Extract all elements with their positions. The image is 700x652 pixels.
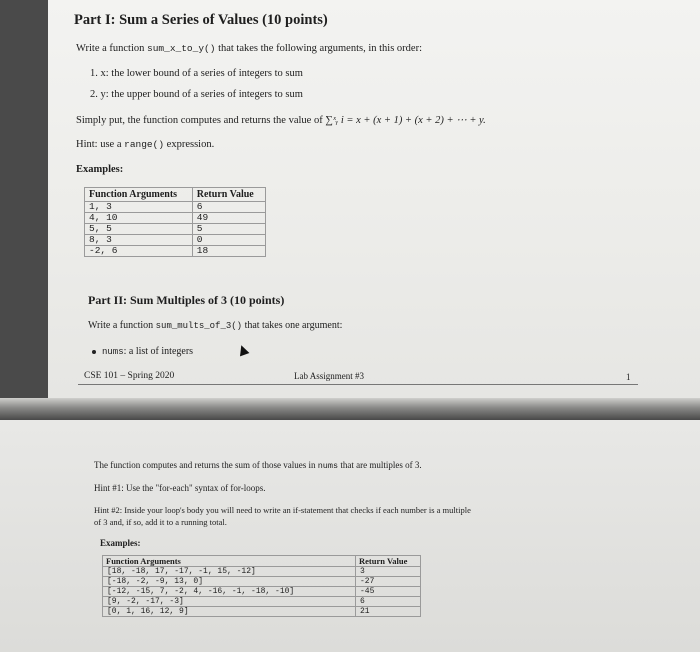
range-code: range() <box>124 139 165 150</box>
document-page-2 <box>0 420 700 652</box>
nums-code-inline: nums <box>317 461 339 471</box>
table-cell-args: [-18, -2, -9, 13, 0] <box>103 577 356 587</box>
part1-title: Part I: Sum a Series of Values (10 points) <box>74 12 328 28</box>
header-function-arguments: Function Arguments <box>85 188 193 202</box>
table-cell-args: [9, -2, -17, -3] <box>103 597 356 607</box>
header-function-arguments: Function Arguments <box>103 556 356 567</box>
series-formula: ∑ˣᵧ i = x + (x + 1) + (x + 2) + ⋯ + y. <box>325 115 486 126</box>
mouse-pointer-icon <box>237 344 250 357</box>
footer-rule <box>78 384 638 385</box>
part1-hint: Hint: use a range() expression. <box>76 139 215 150</box>
document-page-1 <box>48 0 700 398</box>
page-gap <box>0 398 700 422</box>
header-return-value: Return Value <box>192 188 265 202</box>
nums-code: nums <box>102 347 124 357</box>
table-row <box>103 607 421 617</box>
table-row <box>85 224 266 235</box>
table-cell-args: 5, 5 <box>85 224 193 235</box>
sum-mults-of-3-code: sum_mults_of_3() <box>155 321 243 331</box>
table-row <box>85 202 266 213</box>
table-cell-return: 21 <box>356 607 421 617</box>
table-cell-args: -2, 6 <box>85 246 193 257</box>
table-header-row <box>103 556 421 567</box>
part1-intro: Write a function sum_x_to_y() that takes the following arguments, in this order: <box>76 43 422 54</box>
part2-intro: Write a function sum_mults_of_3() that takes one argument: <box>88 320 343 331</box>
table-row <box>85 235 266 246</box>
page2-description: The function computes and returns the sum of those values in nums that are multiples of 3. <box>94 460 422 471</box>
footer-assignment: Lab Assignment #3 <box>294 371 364 381</box>
table-header-row <box>85 188 266 202</box>
table-row <box>103 567 421 577</box>
table-cell-return: 3 <box>356 567 421 577</box>
hint-1: Hint #1: Use the "for-each" syntax of for-loops. <box>94 483 266 493</box>
table-cell-return: 5 <box>192 224 265 235</box>
part2-examples-table <box>102 555 421 617</box>
bullet-icon <box>92 350 96 354</box>
table-row <box>103 597 421 607</box>
arg-item-x: 1. x: the lower bound of a series of integers to sum <box>90 68 303 79</box>
table-row <box>103 577 421 587</box>
table-cell-return: 6 <box>192 202 265 213</box>
part1-examples-label: Examples: <box>76 164 124 175</box>
arg-item-y: 2. y: the upper bound of a series of integers to sum <box>90 89 303 100</box>
part1-examples-table <box>84 187 266 257</box>
table-cell-return: -45 <box>356 587 421 597</box>
table-cell-args: [-12, -15, 7, -2, 4, -16, -1, -18, -10] <box>103 587 356 597</box>
table-cell-return: 0 <box>192 235 265 246</box>
table-row <box>103 587 421 597</box>
hint-2-line-1: Hint #2: Inside your loop's body you will need to write an if-statement that checks if each number is a multiple <box>94 505 471 515</box>
part2-title: Part II: Sum Multiples of 3 (10 points) <box>88 293 285 307</box>
table-cell-args: [18, -18, 17, -17, -1, 15, -12] <box>103 567 356 577</box>
header-return-value: Return Value <box>356 556 421 567</box>
table-cell-return: 49 <box>192 213 265 224</box>
footer-page-number: 1 <box>626 372 631 382</box>
nums-bullet-item: nums: a list of integers <box>92 346 193 357</box>
table-cell-return: 6 <box>356 597 421 607</box>
table-cell-args: [0, 1, 16, 12, 9] <box>103 607 356 617</box>
table-cell-return: -27 <box>356 577 421 587</box>
table-row <box>85 213 266 224</box>
table-cell-args: 8, 3 <box>85 235 193 246</box>
sum-x-to-y-code: sum_x_to_y() <box>147 43 216 54</box>
table-cell-return: 18 <box>192 246 265 257</box>
page2-examples-label: Examples: <box>100 538 141 548</box>
table-cell-args: 4, 10 <box>85 213 193 224</box>
table-row <box>85 246 266 257</box>
hint-2-line-2: of 3 and, if so, add it to a running total. <box>94 517 227 527</box>
table-cell-args: 1, 3 <box>85 202 193 213</box>
footer-course: CSE 101 – Spring 2020 <box>84 371 175 381</box>
simply-put-line: Simply put, the function computes and returns the value of ∑ˣᵧ i = x + (x + 1) + (x + 2) + ⋯ + y. <box>76 115 486 126</box>
